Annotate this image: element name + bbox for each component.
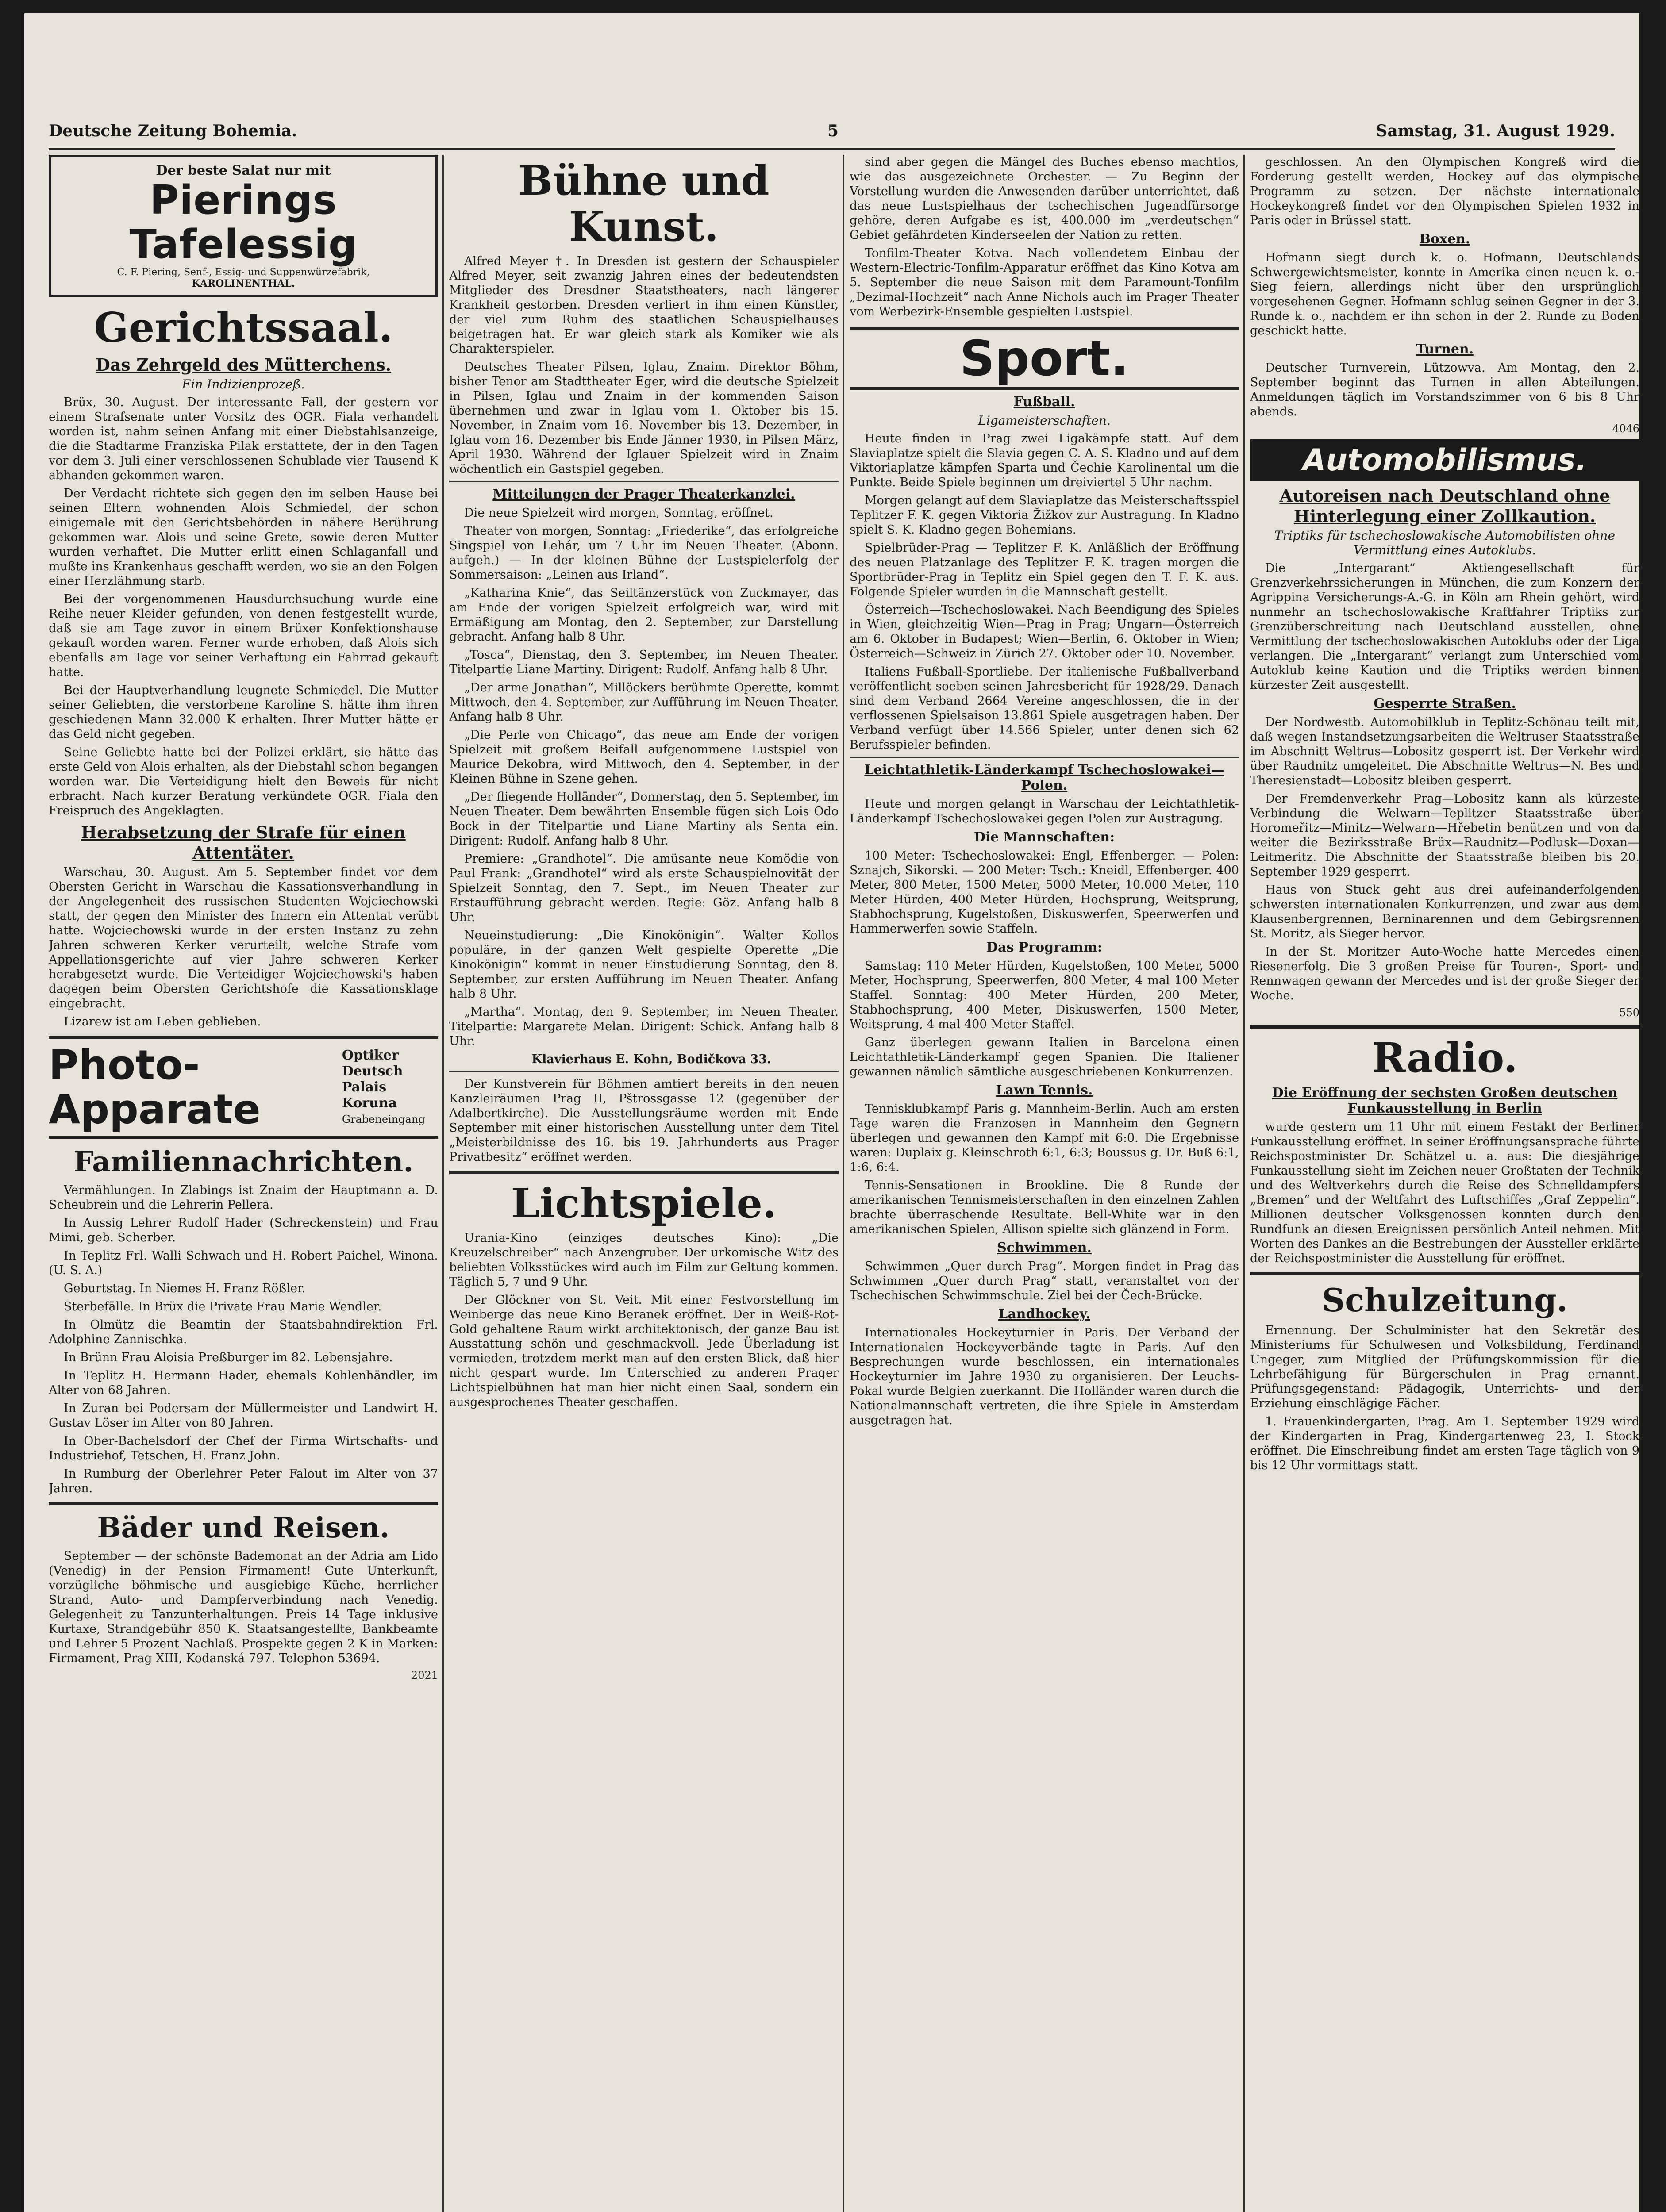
subsection-title: Das Programm: xyxy=(986,940,1102,955)
ad-line: Grabeneingang xyxy=(342,1113,425,1125)
section-title-radio: Radio. xyxy=(1372,1034,1518,1082)
subsection-subtitle: Ligameisterschaften. xyxy=(978,413,1111,428)
subsection-title: Fußball. xyxy=(1013,394,1075,410)
subsection-title: Mitteilungen der Prager Theaterkanzlei. xyxy=(492,487,795,502)
article-paragraph: Deutscher Turnverein, Lützowva. Am Montag, den 2. September beginnt das Turnen in allen Abteilungen. Anmeldungen täglich im Vorstandszimmer von 6 bis 8 Uhr abends. xyxy=(1250,361,1639,419)
ad-line: Klavierhaus E. Kohn, Bodičkova 33. xyxy=(531,1052,771,1066)
ad-line: Der beste Salat nur mit xyxy=(156,163,331,178)
article-paragraph: Bei der Hauptverhandlung leugnete Schmiedel. Die Mutter seiner Geliebten, die verstorbene Karoline S. hätte ihm ihren geschiedenen Mann 32.000 K erhalten. Ihrer Mutter hätte er das Geld nicht gegeben. xyxy=(49,684,438,741)
article-paragraph: geschlossen. An den Olympischen Kongreß wird die Forderung gestellt werden, Hockey auf das olympische Programm zu setzen. Der nächste internationale Hockeykongreß findet vor den Olympischen Spielen 1932 in Paris oder in Brüssel statt. xyxy=(1250,155,1639,227)
article-paragraph: Warschau, 30. August. Am 5. September findet vor dem Obersten Gericht in Warschau die Kassationsverhandlung in der Angelegenheit des russischen Studenten Wojciechowski statt, der gegen den Minister des Innern ein Attentat verübt hatte. Wojciechowski wurde in der ersten Instanz zu zehn Jahren schweren Kerker verurteilt, welche Strafe vom Appellationsgerichte auf vier Jahre schweren Kerker herabgesetzt wurde. Die Verteidiger Wojciechowski's haben dagegen beim Obersten Gerichtshofe die Kassationsklage eingebracht. xyxy=(49,865,438,1010)
article-subheadline: Triptiks für tschechoslowakische Automobilisten ohne Vermittlung eines Autoklubs. xyxy=(1274,528,1616,557)
notice: In Ober-Bachelsdorf der Chef der Firma Wirtschafts- und Industriehof, Tetschen, H. Franz John. xyxy=(49,1434,438,1463)
notice: In Teplitz H. Hermann Hader, ehemals Kohlenhändler, im Alter von 68 Jahren. xyxy=(49,1369,438,1397)
divider xyxy=(449,481,839,482)
article-paragraph: Schwimmen „Quer durch Prag“. Morgen findet in Prag das Schwimmen „Quer durch Prag“ statt, veranstaltet von der Tschechischen Schwimmschule. Ziel bei der Čech-Brücke. xyxy=(850,1260,1239,1302)
article-paragraph: Ernennung. Der Schulminister hat den Sekretär des Ministeriums für Schulwesen und Volksbildung, Ferdinand Ungeger, zum Mitglied der Prüfungskommission für die Lehrbefähigung für Bürgerschulen in Prag ernannt. Prüfungsgegenstand: Pädagogik, Unterrichts- und der Erziehung einschlägige Fächer. xyxy=(1250,1324,1639,1410)
ad-headline: Pierings Tafelessig xyxy=(129,177,358,268)
advertisement-piering xyxy=(49,155,438,297)
subsection-title: Landhockey. xyxy=(998,1306,1090,1322)
column-2 xyxy=(449,155,839,2212)
page-number: 5 xyxy=(827,122,839,140)
ad-line: Palais Koruna xyxy=(342,1079,397,1111)
column-3 xyxy=(850,155,1239,2212)
article-paragraph: Die „Intergarant“ Aktiengesellschaft für Grenzverkehrssicherungen in München, die zum Konzern der Agrippina Versicherungs-A.-G. in Köln am Rhein gehört, wird nunmehr an tschechoslowakische Kraftfahrer Triptiks zur Grenzüberschreitung nach Deutschland ausstellen, ohne Vermittlung der tschechoslowakischen Autoklubs oder der Liga verlangen. Die „Intergarant“ verlangt zum Unterschied vom Autoklub keine Kaution und die Triptiks werden binnen kürzester Zeit ausgestellt. xyxy=(1250,561,1639,692)
divider xyxy=(49,1502,438,1505)
ad-code: 2021 xyxy=(411,1669,438,1682)
article-paragraph: Brüx, 30. August. Der interessante Fall, der gestern vor einem Strafsenate unter Vorsitz des OGR. Fiala verhandelt worden ist, nahm seinen Anfang mit einer Diebstahlsanzeige, die die Stadtarme Franziska Pilak erstattete, der in den Tagen vor dem 3. Juli einer verschlossenen Schublade vier Tausend K abhanden gekommen waren. xyxy=(49,396,438,482)
article-paragraph: „Die Perle von Chicago“, das neue am Ende der vorigen Spielzeit mit großem Beifall aufgenommene Lustspiel von Maurice Dekobra, wird Mittwoch, den 4. September, in der Kleinen Bühne in Szene gehen. xyxy=(449,728,839,786)
article-paragraph: Der Fremdenverkehr Prag—Lobositz kann als kürzeste Verbindung die Welwarn—Teplitzer Staatsstraße über Horomeřitz—Minitz—Welwarn—Hřebetin benützen und von da weiter die Bezirksstraße Brüx—Raudnitz—Podlusk—Doxan—Leitmeritz. Die Abschnitte der Staatsstraße bleiben bis 20. September 1929 gesperrt. xyxy=(1250,792,1639,879)
paper-name: Deutsche Zeitung Bohemia. xyxy=(49,122,297,140)
article-paragraph: Alfred Meyer †. In Dresden ist gestern der Schauspieler Alfred Meyer, seit zwanzig Jahren eines der bedeutendsten Mitglieder des Dresdner Staatstheaters, nach längerer Krankheit gestorben. Dresden verliert in ihm einen Künstler, der viel zum Ruhm des staatlichen Schauspielhauses beigetragen hat. Er war gleich stark als Komiker wie als Charakterspieler. xyxy=(449,254,839,356)
article-paragraph: Der Nordwestb. Automobilklub in Teplitz-Schönau teilt mit, daß wegen Instandsetzungsarbeiten die Weltruser Staatsstraße im Abschnitt Weltrus—Lobositz gesperrt ist. Der Verkehr wird über Raudnitz umgeleitet. Die Abschnitte Weltrus—N. Bes und Theresienstadt—Lobositz bleiben gesperrt. xyxy=(1250,715,1639,787)
section-title-stage: Bühne und Kunst. xyxy=(518,157,770,250)
article-paragraph: Der Kunstverein für Böhmen amtiert bereits in den neuen Kanzleiräumen Prag II, Pštrossgasse 12 (gegenüber der Adalbertkirche). Die Ausstellungsräume werden mit Ende September mit einer historischen Ausstellung unter dem Titel „Meisterbildnisse des 16. bis 19. Jahrhunderts aus Prager Privatbesitz“ eröffnet werden. xyxy=(449,1077,839,1164)
article-paragraph: Samstag: 110 Meter Hürden, Kugelstoßen, 100 Meter, 5000 Meter, Hochsprung, Speerwerfen, 800 Meter, 4 mal 100 Meter Staffel. Sonntag: 400 Meter Hürden, 200 Meter, Stabhochsprung, 400 Meter, Diskuswerfen, 1500 Meter, Weitsprung, 4 mal 400 Meter Staffel. xyxy=(850,959,1239,1031)
article-paragraph: In der St. Moritzer Auto-Woche hatte Mercedes einen Riesenerfolg. Die 3 großen Preise für Touren-, Sport- und Rennwagen gewann der Mercedes und ist der große Sieger der Woche. xyxy=(1250,945,1639,1002)
article-paragraph: Urania-Kino (einziges deutsches Kino): „Die Kreuzelschreiber“ nach Anzengruber. Der urkomische Witz des beliebten Volksstückes wird auch im Film zur Geltung kommen. Täglich 5, 7 und 9 Uhr. xyxy=(449,1231,839,1289)
article-paragraph: „Martha“. Montag, den 9. September, im Neuen Theater. Titelpartie: Margarete Melan. Dirigent: Schick. Anfang halb 8 Uhr. xyxy=(449,1005,839,1048)
article-paragraph: Tennisklubkampf Paris g. Mannheim-Berlin. Auch am ersten Tage waren die Franzosen in Mannheim den Gegnern überlegen und gewannen den Kampf mit 6:0. Die Ergebnisse waren: Duplaix g. Kleinschroth 6:1, 6:3; Boussus g. Dr. Buß 6:1, 1:6, 6:4. xyxy=(850,1102,1239,1174)
article-paragraph: Ganz überlegen gewann Italien in Barcelona einen Leichtathletik-Länderkampf gegen Spanien. Die Italiener gewannen nämlich sämtliche ausgeschriebenen Konkurrenzen. xyxy=(850,1036,1239,1079)
article-paragraph: Hofmann siegt durch k. o. Hofmann, Deutschlands Schwergewichtsmeister, konnte in Amerika einen neuen k. o.-Sieg feiern, allerdings nicht über den ursprünglich vorgesehenen Gegner. Hofmann schlug seinen Gegner in der 3. Runde k. o., nachdem er ihn schon in der 2. Runde zu Boden geschickt hatte. xyxy=(1250,251,1639,338)
article-paragraph: wurde gestern um 11 Uhr mit einem Festakt der Berliner Funkausstellung eröffnet. In seiner Eröffnungsansprache führte Reichspostminister Dr. Schätzel u. a. aus: Die diesjährige Funkausstellung sieht im Zeichen neuer Großtaten der Technik und des Weltverkehrs durch die Reise des Schnelldampfers „Bremen“ und der Weltfahrt des Luftschiffes „Graf Zeppelin“. Millionen deutscher Volksgenossen konnten durch den Rundfunk an diesen Ereignissen persönlich Anteil nehmen. Mit Worten des Dankes an die Bestrebungen der Aussteller erklärte der Reichspostminister die Ausstellung für eröffnet. xyxy=(1250,1120,1639,1265)
ad-headline: Photo-Apparate xyxy=(49,1041,261,1133)
article-paragraph: Bei der vorgenommenen Hausdurchsuchung wurde eine Reihe neuer Kleider gefunden, von denen festgestellt wurde, daß sie am Tage zuvor in einem Brüxer Konfektionshause gekauft worden waren. Ferner wurde erhoben, daß Alois sich ebenfalls am Tage vor seiner Verhaftung ein Fahrrad gekauft hatte. xyxy=(49,592,438,679)
section-title-automobilism: Automobilismus. xyxy=(1250,439,1639,481)
subsection-title: Die Eröffnung der sechsten Großen deutschen Funkausstellung in Berlin xyxy=(1272,1085,1618,1116)
subsection-title: Leichtathletik-Länderkampf Tschechoslowakei—Polen. xyxy=(864,762,1224,793)
ad-line: Optiker Deutsch xyxy=(342,1048,403,1079)
article-paragraph: Heute und morgen gelangt in Warschau der Leichtathletik-Länderkampf Tschechoslowakei gegen Polen zur Austragung. xyxy=(850,797,1239,826)
masthead xyxy=(49,117,1615,150)
subsection-title: Boxen. xyxy=(1419,231,1470,247)
article-paragraph: Premiere: „Grandhotel“. Die amüsante neue Komödie von Paul Frank: „Grandhotel“ wird als erste Schauspielnovität der Spielzeit Sonntag, den 7. Sept., im Neuen Theater zur Erstaufführung gebracht werden. Regie: Göz. Anfang halb 8 Uhr. xyxy=(449,852,839,924)
ad-code: 4046 xyxy=(1612,422,1639,435)
article-paragraph: Italiens Fußball-Sportliebe. Der italienische Fußballverband veröffentlicht soeben seinen Jahresbericht für 1928/29. Danach sind dem Verband 2664 Vereine angeschlossen, die in der verflossenen Spielsaison 13.861 Spiele ausgetragen haben. Der Verband verfügt über 14.566 Spieler, unter denen sich 62 Berufsspieler befinden. xyxy=(850,665,1239,752)
article-paragraph: Deutsches Theater Pilsen, Iglau, Znaim. Direktor Böhm, bisher Tenor am Stadttheater Eger, wird die deutsche Spielzeit in Pilsen, Iglau und Znaim in der kommenden Saison übernehmen und zwar in Iglau vom 1. Oktober bis 15. November, in Znaim vom 16. November bis 13. Dezember, in Iglau vom 16. Dezember bis Ende Jänner 1930, in Pilsen März, April 1930. Während der Iglauer Spielzeit wird in Znaim wöchentlich ein Gastspiel gegeben. xyxy=(449,360,839,476)
article-paragraph: „Tosca“, Dienstag, den 3. September, im Neuen Theater. Titelpartie Liane Martiny. Dirigent: Rudolf. Anfang halb 8 Uhr. xyxy=(449,648,839,676)
article-paragraph: 100 Meter: Tschechoslowakei: Engl, Effenberger. — Polen: Sznajch, Sikorski. — 200 Meter: Tsch.: Kneidl, Effenberger. 400 Meter, 800 Meter, 1500 Meter, 5000 Meter, 10.000 Meter, 110 Meter Hürden, 400 Meter Hürden, Hochsprung, Weitsprung, Stabhochsprung, Kugelstoßen, Diskuswerfen, Speerwerfen und Hammerwerfen sowie Staffeln. xyxy=(850,849,1239,936)
article-paragraph: Tennis-Sensationen in Brookline. Die 8 Runde der amerikanischen Tennismeisterschaften in den einzelnen Zahlen brachte überraschende Resultate. Bell-White war in den amerikanischen Spielen, Allison spielte sich glänzend in Form. xyxy=(850,1179,1239,1236)
subsection-title: Turnen. xyxy=(1416,342,1474,357)
article-paragraph: Österreich—Tschechoslowakei. Nach Beendigung des Spieles in Wien, gleichzeitig Wien—Prag in Prag; Ungarn—Österreich am 6. Oktober in Budapest; Wien—Berlin, 6. Oktober in Wien; Österreich—Schweiz in Zürich 27. Oktober oder 10. November. xyxy=(850,603,1239,661)
article-subheadline: Ein Indizienprozeß. xyxy=(182,377,305,392)
divider xyxy=(449,1171,839,1174)
section-title-court: Gerichtssaal. xyxy=(94,303,393,351)
notice: Vermählungen. In Zlabings ist Znaim der Hauptmann a. D. Scheubrein und die Lehrerin Pellera. xyxy=(49,1183,438,1212)
article-paragraph: Theater von morgen, Sonntag: „Friederike“, das erfolgreiche Singspiel von Lehár, um 7 Uhr im Neuen Theater. (Abonn. aufgeh.) — In der kleinen Bühne der Lustspielerfolg der Sommersaison: „Leinen aus Irland“. xyxy=(449,524,839,582)
section-title-sport: Sport. xyxy=(850,327,1239,390)
ad-line: C. F. Piering, Senf-, Essig- und Suppenwürzefabrik, xyxy=(117,267,370,278)
issue-date: Samstag, 31. August 1929. xyxy=(1376,122,1615,140)
notice: Sterbefälle. In Brüx die Private Frau Marie Wendler. xyxy=(64,1300,382,1313)
article-paragraph: „Der fliegende Holländer“, Donnerstag, den 5. September, im Neuen Theater. Dem bewährten Ensemble fügen sich Lois Odo Bock in der Titelpartie und Liane Martiny als Senta ein. Dirigent: Rudolf. Anfang halb 8 Uhr. xyxy=(449,790,839,848)
article-headline: Das Zehrgeld des Mütterchens. xyxy=(95,355,392,375)
column-1 xyxy=(49,155,438,2212)
divider xyxy=(449,1071,839,1072)
article-paragraph: Haus von Stuck geht aus drei aufeinanderfolgenden schwersten internationalen Konkurrenzen, und zwar aus dem Klausenbergrennen, Berninarennen und dem Gebirgsrennen St. Moritz, als Sieger hervor. xyxy=(1250,883,1639,941)
article-paragraph: sind aber gegen die Mängel des Buches ebenso machtlos, wie das ausgezeichnete Orchester. — Zu Beginn der Vorstellung wurden die Anwesenden darüber unterrichtet, daß das neue Lustspielhaus der tschechischen Jugendfürsorge gehöre, deren Aufgabe es ist, 400.000 im „verdeutschen“ Gebiet gefährdeten Kinderseelen der Nation zu retten. xyxy=(850,155,1239,242)
column-4 xyxy=(1250,155,1639,2212)
article-paragraph: Der Glöckner von St. Veit. Mit einer Festvorstellung im Weinberge das neue Kino Beranek eröffnet. Der in Weiß-Rot-Gold gehaltene Raum wirkt architektonisch, der ganze Bau ist Ausstattung schön und geschmackvoll. Jede Überladung ist vermieden, trotzdem merkt man auf den ersten Blick, daß hier nicht gespart wurde. Im Unterschied zu anderen Prager Lichtspielbühnen hat man hier nicht einen Saal, sondern ein ausgesprochenes Theater geschaffen. xyxy=(449,1293,839,1409)
article-paragraph: Neueinstudierung: „Die Kinokönigin“. Walter Kollos populäre, in der ganzen Welt gespielte Operette „Die Kinokönigin“ kommt in neuer Einstudierung Sonntag, den 8. September, zur ersten Aufführung im Neuen Theater. Anfang halb 8 Uhr. xyxy=(449,929,839,1001)
section-title-cinema: Lichtspiele. xyxy=(511,1179,777,1227)
notice: In Rumburg der Oberlehrer Peter Falout im Alter von 37 Jahren. xyxy=(49,1467,438,1495)
section-title-family: Familiennachrichten. xyxy=(73,1145,413,1179)
divider xyxy=(1250,1272,1639,1275)
subsection-title: Die Mannschaften: xyxy=(973,830,1115,845)
article-paragraph: September — der schönste Bademonat an der Adria am Lido (Venedig) in der Pension Firmament! Gute Unterkunft, vorzügliche böhmische und ausgiebige Küche, herrlicher Strand, Auto- und Dampferverbindung nach Venedig. Gelegenheit zu Tanzunterhaltungen. Preis 14 Tage inklusive Kurtaxe, Strandgebühr 850 K. Staatsangestellte, Bankbeamte und Lehrer 5 Prozent Nachlaß. Prospekte gegen 2 K in Marken: Firmament, Prag XIII, Kodanská 797. Telephon 53694. xyxy=(49,1549,438,1665)
article-paragraph: Heute finden in Prag zwei Ligakämpfe statt. Auf dem Slaviaplatze spielt die Slavia gegen C. A. S. Kladno und auf dem Viktoriaplatze kämpfen Sparta und Čechie Karolinental um die Punkte. Beide Spiele beginnen um dreiviertel 5 Uhr nachm. xyxy=(850,432,1239,489)
divider xyxy=(850,757,1239,758)
subsection-title: Lawn Tennis. xyxy=(996,1083,1093,1098)
article-paragraph: Spielbrüder-Prag — Teplitzer F. K. Anläßlich der Eröffnung des neuen Platzanlage des Teplitzer F. K. tragen morgen die Sportbrüder-Prag in Teplitz ein Spiel gegen den T. F. K. aus. Folgende Spieler wurden in die Mannschaft gestellt. xyxy=(850,541,1239,599)
subsection-title: Schwimmen. xyxy=(997,1240,1092,1256)
section-title-school: Schulzeitung. xyxy=(1322,1281,1568,1319)
section-title-baths: Bäder und Reisen. xyxy=(97,1511,390,1544)
article-paragraph: Die neue Spielzeit wird morgen, Sonntag, eröffnet. xyxy=(464,506,773,520)
article-paragraph: Internationales Hockeyturnier in Paris. Der Verband der Internationalen Hockeyverbände tagte in Paris. Auf den Besprechungen wurde beschlossen, ein internationales Hockeyturnier im Jahre 1930 zu organisieren. Der Leuchs-Pokal wurde Belgien zuerkannt. Die Holländer waren durch die Nationalmannschaft vertreten, die ihre Spiele in Amsterdam ausgetragen hat. xyxy=(850,1326,1239,1427)
notice: In Teplitz Frl. Walli Schwach und H. Robert Paichel, Winona. (U. S. A.) xyxy=(49,1249,438,1277)
newspaper-page xyxy=(24,13,1639,2212)
ad-sidebar xyxy=(342,1048,438,1127)
article-headline: Autoreisen nach Deutschland ohne Hinterlegung einer Zollkaution. xyxy=(1279,486,1610,526)
notice: In Olmütz die Beamtin der Staatsbahndirektion Frl. Adolphine Zannischka. xyxy=(49,1318,438,1346)
article-paragraph: 1. Frauenkindergarten, Prag. Am 1. September 1929 wird der Kindergarten in Prag, Kindergartenweg 23, I. Stock eröffnet. Die Einschreibung findet am ersten Tage täglich von 9 bis 12 Uhr vormittags statt. xyxy=(1250,1415,1639,1472)
column-rule xyxy=(1243,155,1245,2212)
article-paragraph: „Der arme Jonathan“, Millöckers berühmte Operette, kommt Mittwoch, den 4. September, zur Aufführung im Neuen Theater. Anfang halb 8 Uhr. xyxy=(449,681,839,724)
notice: In Aussig Lehrer Rudolf Hader (Schreckenstein) und Frau Mimi, geb. Scherber. xyxy=(49,1216,438,1244)
ad-line: KAROLINENTHAL. xyxy=(192,278,295,289)
notice: Geburtstag. In Niemes H. Franz Rößler. xyxy=(64,1282,306,1295)
article-paragraph: Der Verdacht richtete sich gegen den im selben Hause bei seinen Eltern wohnenden Alois Schmiedel, der schon einigemale mit den Gerichtsbehörden in nähere Berührung gekommen war. Alois und seine Grete, sowie deren Mutter wurden verhaftet. Die Mutter erlitt einen Schlaganfall und mußte ins Krankenhaus geschafft werden, wo sie an den Folgen einer Herzlähmung starb. xyxy=(49,487,438,588)
article-headline: Herabsetzung der Strafe für einen Attentäter. xyxy=(81,822,406,863)
notice: In Zuran bei Podersam der Müllermeister und Landwirt H. Gustav Löser im Alter von 80 Jahren. xyxy=(49,1402,438,1430)
article-paragraph: „Katharina Knie“, das Seiltänzerstück von Zuckmayer, das am Ende der vorigen Spielzeit erfolgreich war, wird mit Ermäßigung am Montag, den 2. September, zur Darstellung gebracht. Anfang halb 8 Uhr. xyxy=(449,586,839,644)
article-paragraph: Morgen gelangt auf dem Slaviaplatze das Meisterschaftsspiel Teplitzer F. K. gegen Viktoria Žižkov zur Austragung. In Kladno spielt S. K. Kladno gegen Bohemians. xyxy=(850,494,1239,537)
ad-code: 550 xyxy=(1619,1006,1639,1019)
article-paragraph: Seine Geliebte hatte bei der Polizei erklärt, sie hätte das erste Geld von Alois erhalten, als der Diebstahl schon begangen worden war. Die Verteidigung hielt den Beweis für nicht erbracht. Nach kurzer Beratung verkündete OGR. Fiala den Freispruch des Angeklagten. xyxy=(49,745,438,818)
column-rule xyxy=(843,155,844,2212)
divider xyxy=(1250,1025,1639,1029)
article-paragraph: Lizarew ist am Leben geblieben. xyxy=(64,1015,261,1029)
subsection-title: Gesperrte Straßen. xyxy=(1374,696,1516,711)
column-rule xyxy=(442,155,444,2212)
advertisement-photo xyxy=(49,1036,438,1139)
article-paragraph: Tonfilm-Theater Kotva. Nach vollendetem Einbau der Western-Electric-Tonfilm-Apparatur eröffnet das Kino Kotva am 5. September die neue Saison mit dem Paramount-Tonfilm „Dezimal-Hochzeit“ nach Anne Nichols auch im Prager Theater vom Werbezirk-Ensemble gespielten Lustspiel. xyxy=(850,246,1239,319)
notice: In Brünn Frau Aloisia Preßburger im 82. Lebensjahre. xyxy=(64,1351,393,1364)
